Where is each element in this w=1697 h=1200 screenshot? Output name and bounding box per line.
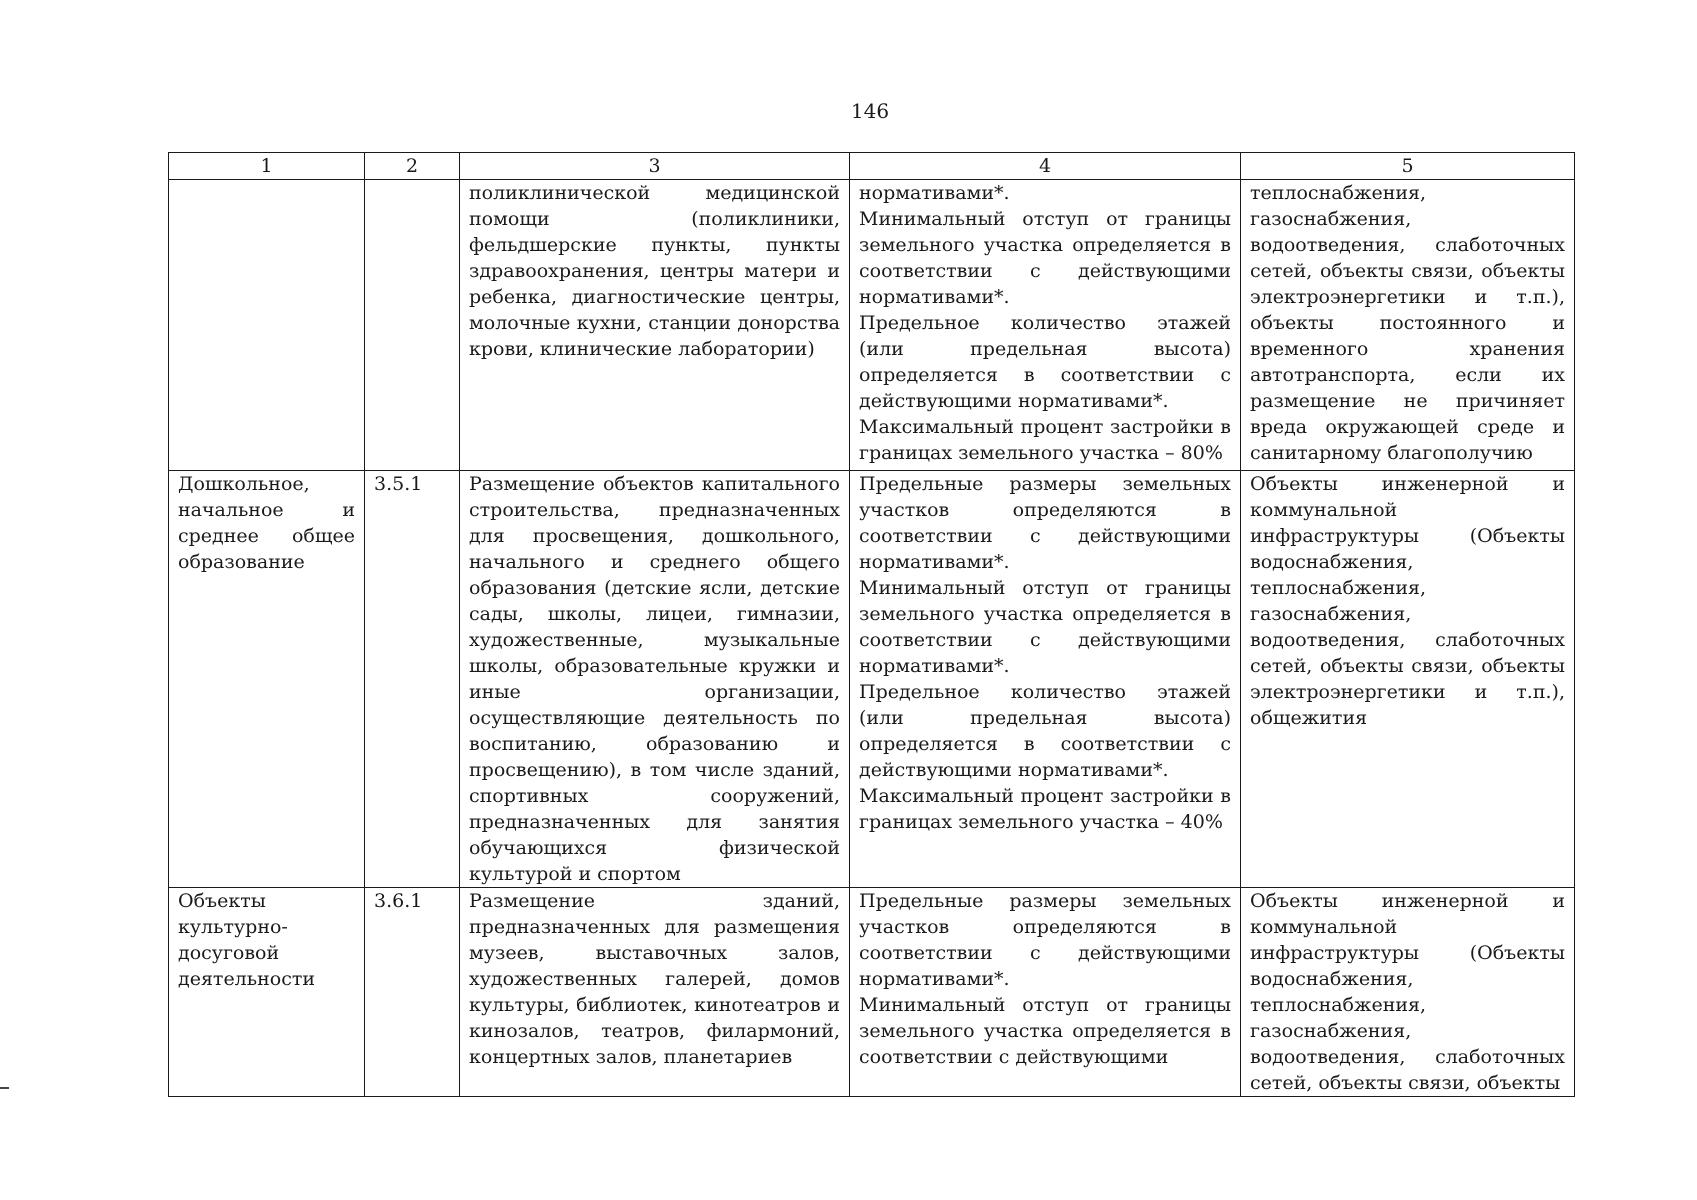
header-col-5: 5 <box>1241 153 1575 180</box>
parameter-line: Минимальный отступ от границы земельного участка определяется в соответствии с действующими нормативами*. <box>859 208 1231 308</box>
table-row <box>169 471 1575 888</box>
description-cell: Размещение зданий, предназначенных для размещения музеев, выставочных залов, художественных галерей, домов культуры, библиотек, кинотеатров и кинозалов, театров, филармоний, концертных залов, планетариев <box>460 888 850 1097</box>
use-type-cell: Дошкольное, начальное и среднее общее образование <box>169 471 365 888</box>
parameter-line: Предельное количество этажей (или предельная высота) определяется в соответствии с действующими нормативами*. <box>859 681 1231 781</box>
page-number: 146 <box>850 99 890 123</box>
scan-margin-mark <box>0 1087 9 1089</box>
parameters-cell <box>850 888 1241 1097</box>
header-col-3: 3 <box>460 153 850 180</box>
parameter-line: Предельные размеры земельных участков определяются в соответствии с действующими нормативами*. <box>859 473 1231 573</box>
use-code-cell: 3.5.1 <box>365 471 460 888</box>
header-col-2: 2 <box>365 153 460 180</box>
use-code-cell: 3.6.1 <box>365 888 460 1097</box>
auxiliary-uses-cell: Объекты инженерной и коммунальной инфраструктуры (Объекты водоснабжения, теплоснабжения, газоснабжения, водоотведения, слаботочных сетей, объекты связи, объекты электроэнергетики и т.п.), общежития <box>1241 471 1575 888</box>
parameter-line: Максимальный процент застройки в границах земельного участка – 40% <box>859 785 1231 833</box>
use-code-cell <box>365 180 460 471</box>
parameter-line: Предельное количество этажей (или предельная высота) определяется в соответствии с действующими нормативами*. <box>859 312 1231 412</box>
parameter-line: Предельные размеры земельных участков определяются в соответствии с действующими нормативами*. <box>859 890 1231 990</box>
table-row <box>169 180 1575 471</box>
table-header-row <box>169 153 1575 180</box>
parameter-line: нормативами*. <box>859 182 1010 204</box>
description-cell: Размещение объектов капитального строительства, предназначенных для просвещения, дошкольного, начального и среднего общего образования (детские ясли, детские сады, школы, лицеи, гимназии, художественные, музыкальные школы, образовательные кружки и иные организации, осуществляющие деятельность по воспитанию, образованию и просвещению), в том числе зданий, спортивных сооружений, предназначенных для занятия обучающихся физической культурой и спортом <box>460 471 850 888</box>
zoning-table <box>168 152 1575 1097</box>
auxiliary-uses-cell: Объекты инженерной и коммунальной инфраструктуры (Объекты водоснабжения, теплоснабжения, газоснабжения, водоотведения, слаботочных сетей, объекты связи, объекты <box>1241 888 1575 1097</box>
parameter-line: Максимальный процент застройки в границах земельного участка – 80% <box>859 416 1231 464</box>
description-cell: поликлинической медицинской помощи (поликлиники, фельдшерские пункты, пункты здравоохранения, центры матери и ребенка, диагностические центры, молочные кухни, станции донорства крови, клинические лаборатории) <box>460 180 850 471</box>
header-col-4: 4 <box>850 153 1241 180</box>
parameter-line: Минимальный отступ от границы земельного участка определяется в соответствии с действующими <box>859 994 1231 1068</box>
parameters-cell <box>850 471 1241 888</box>
use-type-cell <box>169 180 365 471</box>
table-row <box>169 888 1575 1097</box>
parameters-cell <box>850 180 1241 471</box>
use-type-cell: Объекты культурно-досуговой деятельности <box>169 888 365 1097</box>
parameter-line: Минимальный отступ от границы земельного участка определяется в соответствии с действующими нормативами*. <box>859 577 1231 677</box>
auxiliary-uses-cell: теплоснабжения, газоснабжения, водоотведения, слаботочных сетей, объекты связи, объекты электроэнергетики и т.п.), объекты постоянного и временного хранения автотранспорта, если их размещение не причиняет вреда окружающей среде и санитарному благополучию <box>1241 180 1575 471</box>
header-col-1: 1 <box>169 153 365 180</box>
